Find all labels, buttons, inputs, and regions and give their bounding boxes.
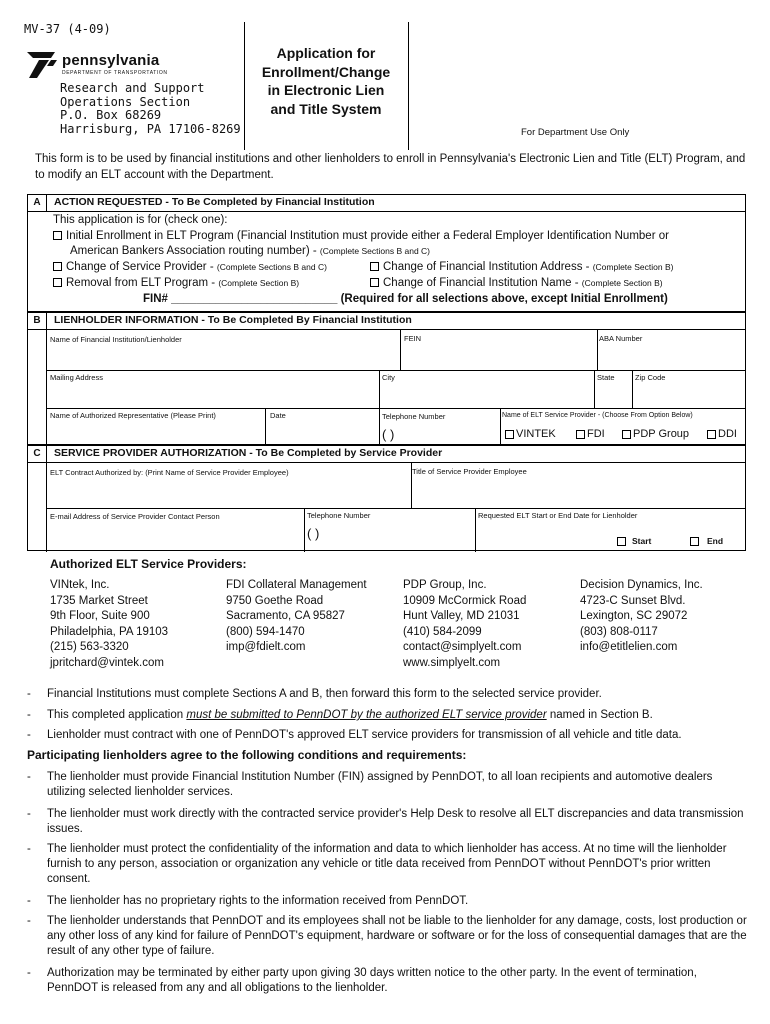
telephone-input[interactable]: ( ) xyxy=(382,427,395,442)
fin-field[interactable]: FIN# __________________________ (Required for all selections above, except Initial Enrollment) xyxy=(143,293,668,305)
option-initial-enrollment[interactable]: Initial Enrollment in ELT Program (Financial Institution must provide either a Federal Employer Identification Number or xyxy=(53,230,669,242)
section-a-letter: A xyxy=(28,195,47,212)
provider-vintek: VINtek, Inc. 1735 Market Street 9th Floor, Suite 900 Philadelphia, PA 19103 (215) 563-3320 jpritchard@vintek.com xyxy=(50,579,169,669)
option-initial-enrollment-cont: American Bankers Association routing number) - (Complete Sections B and C) xyxy=(70,245,430,257)
form-title: Application for Enrollment/Change in Electronic Lien and Title System xyxy=(261,45,391,117)
provider-ddi: Decision Dynamics, Inc. 4723-C Sunset Blvd. Lexington, SC 29072 (803) 808-0117 info@etitlelien.com xyxy=(580,579,703,653)
checkbox-fdi[interactable] xyxy=(576,430,585,439)
label-service-provider: Name of ELT Service Provider - (Choose From Option Below) xyxy=(502,412,693,419)
institution-name-input[interactable] xyxy=(46,346,371,368)
provider-pdp: PDP Group, Inc. 10909 McCormick Road Hunt Valley, MD 21031 (410) 584-2099 contact@simplyelt.com www.simplyelt.com xyxy=(403,579,527,669)
sp-telephone-input[interactable]: ( ) xyxy=(307,526,320,541)
checkbox-change-service-provider[interactable] xyxy=(53,262,62,271)
address-block: Research and Support Operations Section P.O. Box 68269 Harrisburg, PA 17106-8269 xyxy=(60,81,241,136)
start-option[interactable]: Start xyxy=(617,536,651,546)
city-input[interactable] xyxy=(380,384,592,406)
checkbox-removal[interactable] xyxy=(53,278,62,287)
form-number: MV-37 (4-09) xyxy=(24,22,111,36)
authorized-rep-input[interactable] xyxy=(46,422,262,444)
label-contact-email: E-mail Address of Service Provider Contact Person xyxy=(50,512,220,521)
providers-heading: Authorized ELT Service Providers: xyxy=(50,557,247,571)
checkbox-ddi[interactable] xyxy=(707,430,716,439)
label-sp-telephone: Telephone Number xyxy=(307,511,371,520)
provider-fdi: FDI Collateral Management 9750 Goethe Road Sacramento, CA 95827 (800) 594-1470 imp@fdielt.com xyxy=(226,579,367,653)
label-requested-date: Requested ELT Start or End Date for Lienholder xyxy=(478,511,638,520)
section-a-prompt: This application is for (check one): xyxy=(53,214,228,226)
state-input[interactable] xyxy=(595,384,630,406)
checkbox-change-address[interactable] xyxy=(370,262,379,271)
aba-input[interactable] xyxy=(597,346,742,368)
label-contract-authorized: ELT Contract Authorized by: (Print Name of Service Provider Employee) xyxy=(50,468,289,477)
option-change-address[interactable]: Change of Financial Institution Address - (Complete Section B) xyxy=(370,261,673,273)
end-option[interactable]: End xyxy=(690,536,723,546)
department-use-label: For Department Use Only xyxy=(521,127,630,138)
label-aba: ABA Number xyxy=(599,334,643,343)
label-city: City xyxy=(382,373,395,382)
label-fein: FEIN xyxy=(404,334,422,343)
intro-text: This form is to be used by financial institutions and other lienholders to enroll in Pennsylvania's Electronic Lien and Title (ELT) Program, and to modify an ELT account with the Department. xyxy=(35,153,746,181)
checkbox-end[interactable] xyxy=(690,537,699,546)
label-zip: Zip Code xyxy=(635,373,666,382)
option-removal[interactable]: Removal from ELT Program - (Complete Section B) xyxy=(53,277,299,289)
option-change-service-provider[interactable]: Change of Service Provider - (Complete Sections B and C) xyxy=(53,261,327,273)
section-c-letter: C xyxy=(28,446,47,463)
conditions-heading: Participating lienholders agree to the following conditions and requirements: xyxy=(27,748,467,762)
label-mailing-address: Mailing Address xyxy=(50,373,103,382)
label-state: State xyxy=(597,373,615,382)
penndot-logo-icon xyxy=(25,48,59,80)
contact-email-input[interactable] xyxy=(46,524,301,548)
section-b-letter: B xyxy=(28,313,47,330)
contract-authorized-input[interactable] xyxy=(46,480,408,506)
brand-name: pennsylvania xyxy=(62,52,160,69)
section-b-title: LIENHOLDER INFORMATION - To Be Completed By Financial Institution xyxy=(54,314,412,326)
section-a-title: ACTION REQUESTED - To Be Completed by Financial Institution xyxy=(54,196,375,208)
label-institution-name: Name of Financial Institution/Lienholder xyxy=(50,335,182,344)
mailing-address-input[interactable] xyxy=(46,384,376,406)
section-c-title: SERVICE PROVIDER AUTHORIZATION - To Be Completed by Service Provider xyxy=(54,447,443,459)
provider-choice-ddi[interactable]: DDI xyxy=(707,428,737,440)
employee-title-input[interactable] xyxy=(412,480,742,506)
provider-choice-pdp[interactable]: PDP Group xyxy=(622,428,689,440)
checkbox-pdp[interactable] xyxy=(622,430,631,439)
fein-input[interactable] xyxy=(401,346,596,368)
checkbox-vintek[interactable] xyxy=(505,430,514,439)
option-change-name[interactable]: Change of Financial Institution Name - (Complete Section B) xyxy=(370,277,663,289)
provider-choice-vintek[interactable]: VINTEK xyxy=(505,428,556,440)
checkbox-initial-enrollment[interactable] xyxy=(53,231,62,240)
label-telephone: Telephone Number xyxy=(382,412,446,421)
date-input[interactable] xyxy=(266,422,376,444)
checkbox-change-name[interactable] xyxy=(370,278,379,287)
label-employee-title: Title of Service Provider Employee xyxy=(412,467,527,476)
zip-input[interactable] xyxy=(634,384,742,406)
label-authorized-rep: Name of Authorized Representative (Please Print) xyxy=(50,411,216,420)
brand-subtitle: DEPARTMENT OF TRANSPORTATION xyxy=(62,70,168,76)
label-date: Date xyxy=(270,411,286,420)
checkbox-start[interactable] xyxy=(617,537,626,546)
provider-choice-fdi[interactable]: FDI xyxy=(576,428,605,440)
